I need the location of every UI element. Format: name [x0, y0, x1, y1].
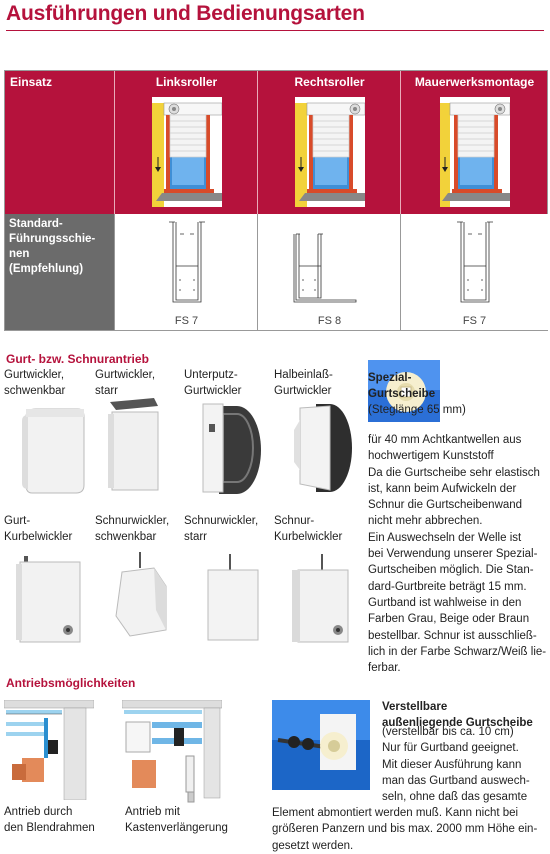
- item-caption: [184, 367, 242, 399]
- fs7-rail-profile: [453, 220, 497, 310]
- caption-line: schwenkbar: [95, 531, 157, 543]
- verstellbare-gurtscheibe-image: [272, 700, 370, 790]
- column-linksroller: [114, 71, 258, 214]
- einsatz-label: Einsatz: [10, 75, 53, 89]
- gurt-kurbelwickler-image: [14, 552, 88, 648]
- mauerwerk-window-illustration: [440, 97, 510, 207]
- text-line: Gurtscheiben möglich. Die Stan-: [368, 564, 534, 577]
- rail-cell-fs8: [257, 214, 401, 330]
- item-caption: [274, 513, 342, 545]
- text-line: lich in der Farbe Schwarz/Weiß lie-: [368, 645, 547, 658]
- title-line: Gurtscheibe: [368, 388, 436, 400]
- caption-line: Antrieb durch: [4, 806, 73, 818]
- halbeinlass-gurtwickler-image: [290, 400, 354, 496]
- text-line: größeren Panzern und bis max. 2000 mm Höhe ein-: [272, 823, 538, 836]
- text-line: bei Verwendung unserer Spezial-: [368, 548, 538, 561]
- caption-line: Schnurwickler,: [184, 515, 259, 527]
- text-line: Da die Gurtscheibe sehr elastisch: [368, 466, 540, 479]
- caption-line: Gurtwickler: [274, 385, 332, 397]
- caption-line: Schnur-: [274, 515, 315, 527]
- text-line: ferbar.: [368, 662, 401, 675]
- label-line: Standard-: [9, 218, 63, 230]
- gurtwickler-starr-image: [102, 398, 168, 496]
- caption-line: Schnurwickler,: [95, 515, 170, 527]
- antrieb-kastenverlaengerung-drawing: [122, 700, 222, 810]
- antrieb-section-title: Antriebsmöglichkeiten: [6, 676, 136, 690]
- item-caption: [184, 513, 258, 545]
- spezial-title: [368, 370, 435, 402]
- title-divider: [6, 30, 544, 31]
- rail-cell-fs7-left: [114, 214, 258, 330]
- caption-line: Gurtwickler,: [4, 369, 65, 381]
- rail-cell-fs7-right: [400, 214, 548, 330]
- rail-row-label: [9, 217, 95, 277]
- caption-line: Antrieb mit: [125, 806, 180, 818]
- caption-line: Gurt-: [4, 515, 31, 527]
- caption-line: Unterputz-: [184, 369, 238, 381]
- item-caption: [4, 804, 95, 836]
- antrieb-blendrahmen-drawing: [4, 700, 94, 800]
- title-line: Spezial-: [368, 372, 412, 384]
- text-line: für 40 mm Achtkantwellen aus: [368, 434, 522, 446]
- unterputz-gurtwickler-image: [197, 400, 261, 496]
- caption-line: Kurbelwickler: [274, 531, 343, 543]
- caption-line: starr: [95, 385, 118, 397]
- text-line: Schnur die Gurtscheibenwand: [368, 499, 523, 512]
- label-line: Führungsschie-: [9, 233, 96, 245]
- item-caption: [95, 367, 155, 399]
- fs7-rail-profile: [165, 220, 209, 310]
- page-title: Ausführungen und Bedienungsarten: [6, 2, 365, 25]
- item-caption: [95, 513, 169, 545]
- spezial-subtitle: (Steglänge 65 mm): [368, 404, 466, 416]
- rail-row-label-cell: [5, 214, 114, 330]
- column-mauerwerksmontage: [400, 71, 548, 214]
- verstellbar-description-continued: [272, 805, 537, 854]
- caption-line: Halbeinlaß-: [274, 369, 333, 381]
- text-line: (verstellbar bis ca. 10 cm): [382, 726, 514, 738]
- text-line: dard-Gurtbreite beträgt 15 mm.: [368, 580, 527, 593]
- text-line: ist, kann beim Aufwickeln der: [368, 482, 517, 495]
- text-line: hochwertigem Kunststoff: [368, 450, 494, 463]
- caption-line: Gurtwickler,: [95, 369, 156, 381]
- caption-line: den Blendrahmen: [4, 822, 95, 834]
- table-header-row: [5, 71, 547, 214]
- linksroller-window-illustration: [152, 97, 222, 207]
- column-label: Linksroller: [155, 75, 218, 89]
- fs8-rail-profile: [288, 232, 368, 310]
- verstellbar-description: [382, 724, 530, 805]
- text-line: gesetzt werden.: [272, 839, 354, 852]
- column-label: Rechtsroller: [294, 75, 365, 89]
- spezial-description: [368, 432, 546, 676]
- rechtsroller-window-illustration: [295, 97, 365, 207]
- title-line: außenliegende Gurtscheibe: [382, 717, 533, 729]
- text-line: nicht mehr abbrechen.: [368, 515, 483, 528]
- text-line: Mit dieser Ausführung kann: [382, 758, 522, 771]
- rail-label: FS 7: [462, 315, 487, 327]
- item-caption: [125, 804, 228, 836]
- label-line: (Empfehlung): [9, 263, 84, 275]
- text-line: Element abmontiert werden muß. Kann nicht bei: [272, 807, 519, 819]
- text-line: Gurtband ist wahlweise in den: [368, 596, 522, 609]
- text-line: Nur für Gurtband geeignet.: [382, 742, 519, 755]
- schnurwickler-starr-image: [200, 552, 266, 648]
- caption-line: schwenkbar: [4, 385, 66, 397]
- caption-line: Gurtwickler: [184, 385, 242, 397]
- title-line: Verstellbare: [382, 701, 448, 713]
- column-rechtsroller: [257, 71, 401, 214]
- text-line: man das Gurtband auswech-: [382, 774, 530, 787]
- item-caption: [274, 367, 333, 399]
- gurt-section-title: Gurt- bzw. Schnurantrieb: [6, 352, 149, 366]
- text-line: Farben Grau, Beige oder Braun: [368, 613, 530, 626]
- text-line: bestellbar. Schnur ist ausschließ-: [368, 629, 537, 642]
- caption-line: Kurbelwickler: [4, 531, 73, 543]
- item-caption: [4, 367, 65, 399]
- text-line: Ein Auswechseln der Welle ist: [368, 531, 522, 544]
- schnur-kurbelwickler-image: [288, 552, 358, 648]
- text-line: seln, ohne daß das gesamte: [382, 791, 528, 804]
- column-label: Mauerwerksmontage: [414, 75, 535, 89]
- rail-label: FS 8: [317, 315, 342, 327]
- rail-label: FS 7: [174, 315, 199, 327]
- caption-line: Kastenverlängerung: [125, 822, 228, 834]
- caption-line: starr: [184, 531, 207, 543]
- usage-table: [4, 70, 548, 331]
- schnurwickler-schwenkbar-image: [108, 550, 174, 646]
- label-line: nen: [9, 248, 30, 260]
- item-caption: [4, 513, 72, 545]
- gurtwickler-schwenkbar-image: [18, 405, 88, 497]
